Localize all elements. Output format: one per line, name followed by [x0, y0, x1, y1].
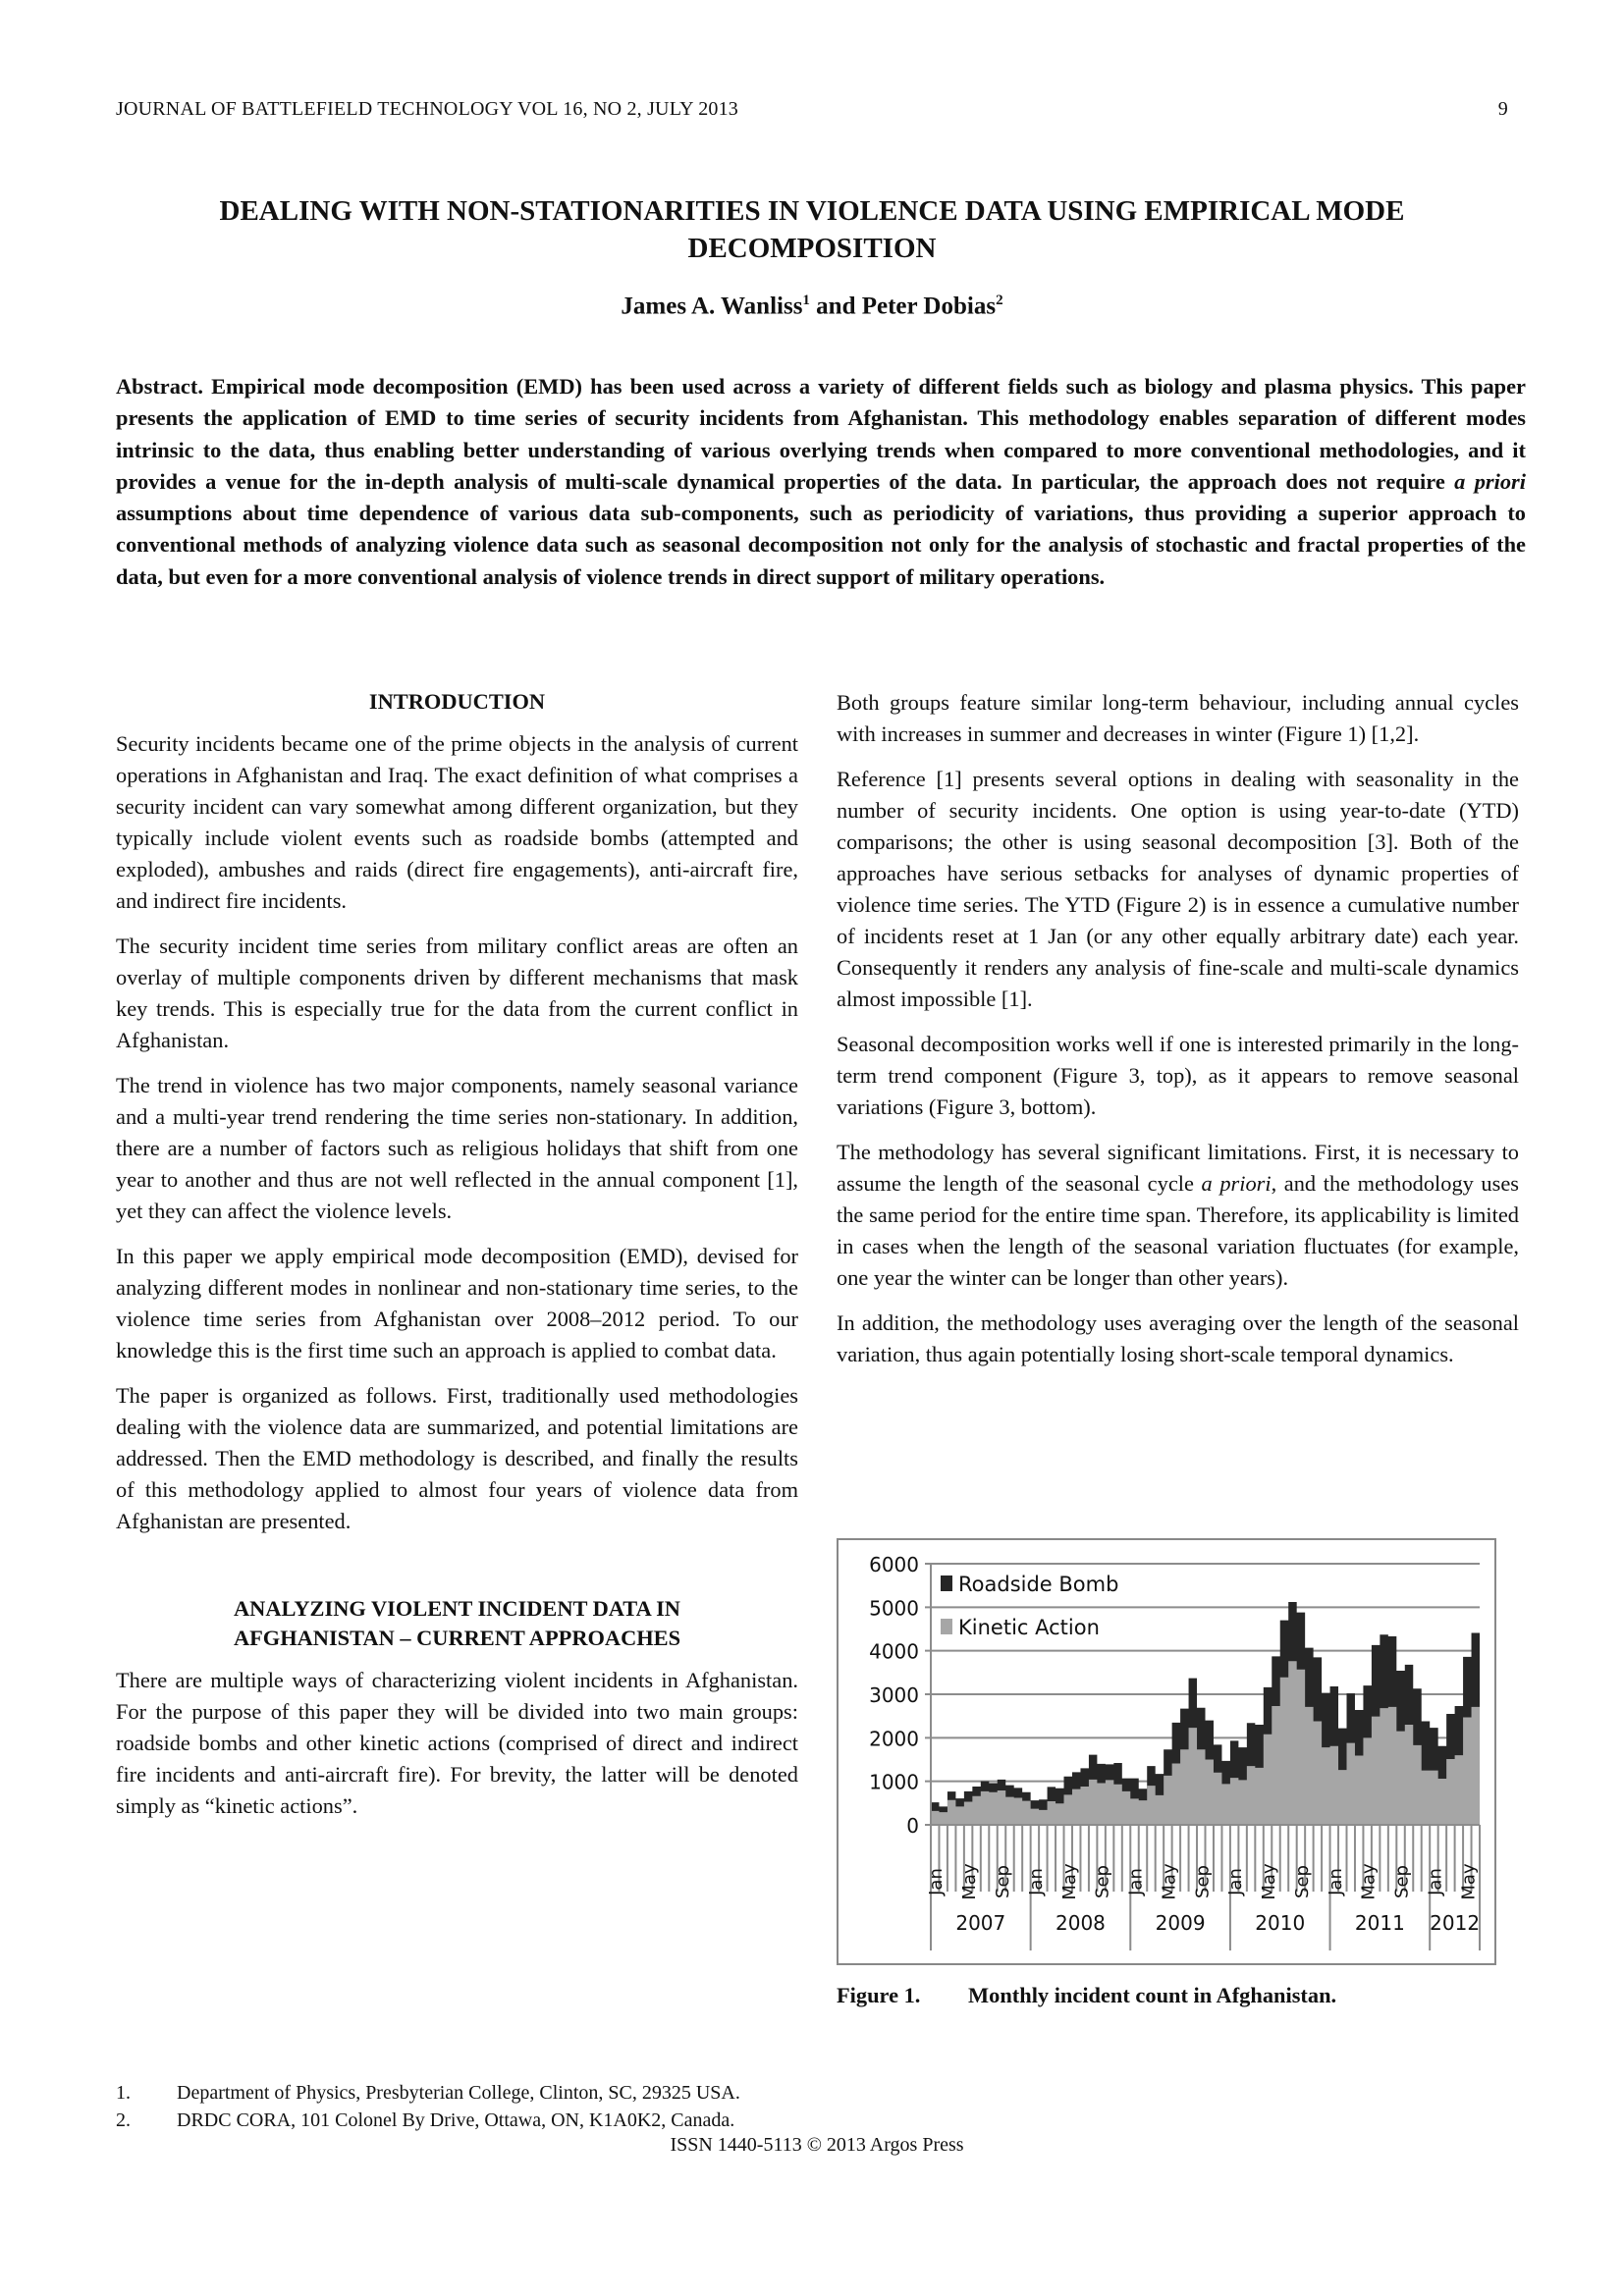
- x-month-label: May: [1259, 1863, 1280, 1900]
- heading-line: AFGHANISTAN – CURRENT APPROACHES: [233, 1626, 681, 1650]
- legend-swatch: [941, 1575, 952, 1591]
- x-month-label: May: [1458, 1863, 1480, 1900]
- paragraph: Reference [1] presents several options in dealing with seasonality in the number of security incidents. One option is using year-to-date (YTD) comparisons; the other is using seasonal decomposition [3]. Both of the approaches have serious setbacks for analyses of dynamic properties of violence time series. The YTD (Figure 2) is in essence a cumulative number of incidents reset at 1 Jan (or any other equally arbitrary date) each year. Consequently it renders any analysis of fine-scale and multi-scale dynamics almost impossible [1].: [837, 767, 1519, 1011]
- x-month-label: May: [1358, 1863, 1380, 1900]
- paragraph: There are multiple ways of characterizing violent incidents in Afghanistan. For the purpose of this paper they will be divided into two main groups: roadside bombs and other kinetic actions (comprised of direct and indirect fire incidents and anti-aircraft fire). For brevity, the latter will be denoted simply as “kinetic actions”.: [116, 1668, 798, 1818]
- x-month-label: Sep: [1391, 1865, 1413, 1898]
- x-month-label: Sep: [1192, 1865, 1214, 1898]
- x-month-label: May: [1058, 1863, 1080, 1900]
- y-tick-label: 0: [906, 1814, 919, 1838]
- paragraph-text: The methodology has several significant limitations. First, it is necessary to assume the length of the seasonal cycle: [837, 1140, 1519, 1196]
- author-joiner: and: [809, 293, 862, 320]
- figure-number: Figure 1.: [837, 1983, 921, 2007]
- paragraph: The security incident time series from military conflict areas are often an overlay of multiple components driven by different mechanisms that mask key trends. This is especially true for the data from the current conflict in Afghanistan.: [116, 934, 798, 1052]
- x-year-label: 2007: [955, 1911, 1006, 1935]
- page-number: 9: [1497, 98, 1508, 120]
- paragraph: Seasonal decomposition works well if one is interested primarily in the long-term trend component (Figure 3, top), as it appears to remove seasonal variations (Figure 3, bottom).: [837, 1032, 1519, 1119]
- y-tick-label: 3000: [869, 1683, 919, 1707]
- running-header: [116, 98, 1508, 121]
- section-heading-current-approaches: [116, 1594, 798, 1653]
- x-month-label: Sep: [1092, 1865, 1113, 1898]
- abstract-text: Abstract. Empirical mode decomposition (EMD) has been used across a variety of different fields such as biology and plasma physics. This paper presents the application of EMD to time series of security incidents from Afghanistan. This methodology enables separation of different modes intrinsic to the data, thus enabling better understanding of various overlying trends when compared to more conventional methodologies, and it provides a venue for the in-depth analysis of multi-scale dynamical properties of the data. In particular, the approach does not require: [116, 374, 1526, 494]
- paragraph: [837, 1137, 1519, 1294]
- abstract-text: assumptions about time dependence of various data sub-components, such as periodicity of variations, thus providing a superior approach to conventional methods of analyzing violence data such as seasonal decomposition not only for the analysis of stochastic and fractal properties of the data, but even for a more conventional analysis of violence trends in direct support of military operations.: [116, 501, 1526, 589]
- x-month-label: May: [1159, 1863, 1180, 1900]
- footnote-number: 1.: [116, 2082, 131, 2104]
- paragraph: Security incidents became one of the prime objects in the analysis of current operations in Afghanistan and Iraq. The exact definition of what comprises a security incident can vary somewhat among different organization, but they typically include violent events such as roadside bombs (attempted and exploded), ambushes and raids (direct fire engagements), anti-aircraft fire, and indirect fire incidents.: [116, 731, 798, 913]
- legend-label: Roadside Bomb: [958, 1573, 1119, 1596]
- y-tick-label: 2000: [869, 1727, 919, 1751]
- paragraph: In addition, the methodology uses averaging over the length of the seasonal variation, thus again potentially losing short-scale temporal dynamics.: [837, 1310, 1519, 1366]
- legend-swatch: [941, 1619, 952, 1634]
- paragraph-italic: a priori: [1201, 1171, 1272, 1196]
- figure-1-chart: [837, 1538, 1496, 1965]
- x-month-label: Jan: [1225, 1868, 1247, 1896]
- y-tick-label: 6000: [869, 1553, 919, 1576]
- footnote-number: 2.: [116, 2109, 131, 2131]
- footnotes: [116, 2079, 740, 2134]
- figure-caption-text: Monthly incident count in Afghanistan.: [968, 1983, 1337, 2007]
- y-tick-label: 5000: [869, 1596, 919, 1621]
- x-month-label: Jan: [1325, 1868, 1346, 1896]
- left-column: [116, 687, 798, 1836]
- section-heading-introduction: INTRODUCTION: [368, 689, 546, 714]
- footnote-text: Department of Physics, Presbyterian College, Clinton, SC, 29325 USA.: [177, 2082, 740, 2104]
- x-year-label: 2011: [1354, 1911, 1405, 1935]
- footnote: [116, 2079, 740, 2107]
- footnote: [116, 2107, 740, 2134]
- x-month-label: Jan: [1425, 1868, 1446, 1896]
- x-month-label: Sep: [992, 1865, 1013, 1898]
- x-month-label: Jan: [1025, 1868, 1047, 1896]
- author-line: [0, 293, 1624, 320]
- x-year-label: 2010: [1255, 1911, 1306, 1935]
- paragraph: In this paper we apply empirical mode decomposition (EMD), devised for analyzing different modes in nonlinear and non-stationary time series, to the violence time series from Afghanistan over 2008–2012 period. To our knowledge this is the first time such an approach is applied to combat data.: [116, 1244, 798, 1362]
- x-year-label: 2008: [1056, 1911, 1106, 1935]
- issn-footer: ISSN 1440-5113 © 2013 Argos Press: [670, 2134, 964, 2156]
- x-year-label: 2012: [1430, 1911, 1481, 1935]
- paragraph: Both groups feature similar long-term behaviour, including annual cycles with increases in summer and decreases in winter (Figure 1) [1,2].: [837, 690, 1519, 746]
- heading-line: ANALYZING VIOLENT INCIDENT DATA IN: [234, 1596, 680, 1621]
- x-month-label: Jan: [926, 1868, 947, 1896]
- paper-title: DEALING WITH NON-STATIONARITIES IN VIOLENCE DATA USING EMPIRICAL MODE DECOMPOSITION: [219, 195, 1405, 264]
- x-month-label: Sep: [1291, 1865, 1313, 1898]
- abstract-italic: a priori: [1454, 468, 1526, 494]
- author-affiliation-mark: 2: [996, 293, 1003, 308]
- x-month-label: Jan: [1125, 1868, 1147, 1896]
- figure-caption: [837, 1983, 1336, 2008]
- stacked-area-chart: [839, 1540, 1498, 1967]
- paragraph-text: , and the methodology uses the same period for the entire time span. Therefore, its applicability is limited in cases when the length of the seasonal variation fluctuates (for example, one year the winter can be longer than other years).: [837, 1171, 1519, 1290]
- author-name: James A. Wanliss: [621, 293, 803, 320]
- abstract: [116, 371, 1526, 593]
- right-column: [837, 687, 1519, 1384]
- author-name: Peter Dobias: [861, 293, 997, 320]
- legend-label: Kinetic Action: [958, 1616, 1100, 1639]
- journal-name: JOURNAL OF BATTLEFIELD TECHNOLOGY VOL 16, NO 2, JULY 2013: [116, 98, 739, 120]
- author-affiliation-mark: 1: [802, 293, 810, 308]
- footnote-text: DRDC CORA, 101 Colonel By Drive, Ottawa, ON, K1A0K2, Canada.: [177, 2109, 735, 2131]
- paragraph: The paper is organized as follows. First, traditionally used methodologies dealing with the violence data are summarized, and potential limitations are addressed. Then the EMD methodology is described, and finally the results of this methodology applied to almost four years of violence data from Afghanistan are presented.: [116, 1383, 798, 1533]
- x-year-label: 2009: [1155, 1911, 1206, 1935]
- paragraph: The trend in violence has two major components, namely seasonal variance and a multi-year trend rendering the time series non-stationary. In addition, there are a number of factors such as religious holidays that shift from one year to another and thus are not well reflected in the annual component [1], yet they can affect the violence levels.: [116, 1073, 798, 1223]
- y-tick-label: 1000: [869, 1770, 919, 1794]
- y-tick-label: 4000: [869, 1639, 919, 1664]
- x-month-label: May: [959, 1863, 981, 1900]
